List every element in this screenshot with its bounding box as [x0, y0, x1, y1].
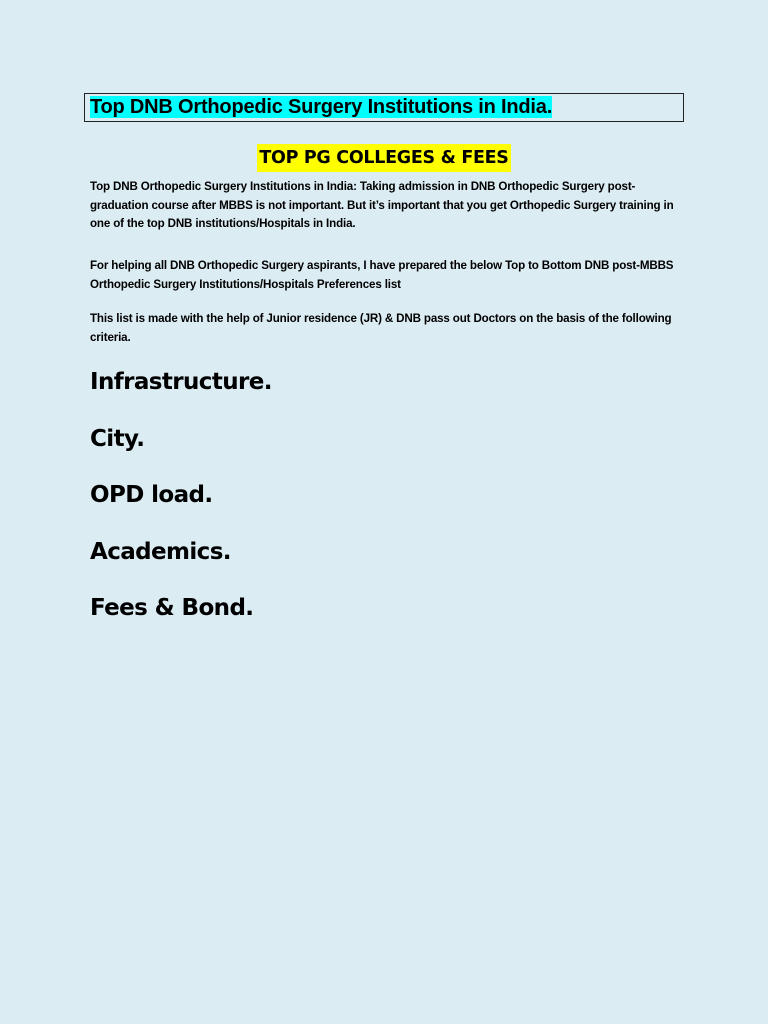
- criteria-item-academics: Academics.: [90, 538, 231, 565]
- criteria-item-infrastructure: Infrastructure.: [90, 369, 272, 395]
- subheading: TOP PG COLLEGES & FEES: [257, 144, 510, 172]
- page-title: Top DNB Orthopedic Surgery Institutions in India.: [90, 96, 553, 118]
- intro-paragraph: Top DNB Orthopedic Surgery Institutions in India: Taking admission in DNB Orthopedic Surgery post-graduation course after MBBS is not important. But it’s important that you get Orthopedic Surgery training in one of the top DNB institutions/Hospitals in India.: [90, 180, 674, 230]
- subheading-container: [0, 144, 768, 172]
- criteria-intro-paragraph: This list is made with the help of Junior residence (JR) & DNB pass out Doctors on the basis of the following criteria.: [90, 312, 672, 344]
- criteria-item-opd-load: OPD load.: [90, 482, 213, 508]
- criteria-item-fees-bond: Fees & Bond.: [90, 595, 254, 621]
- criteria-item-city: City.: [90, 425, 145, 452]
- title-box: [84, 93, 684, 122]
- aspirants-paragraph: For helping all DNB Orthopedic Surgery aspirants, I have prepared the below Top to Bottom DNB post-MBBS Orthopedic Surgery Institutions/Hospitals Preferences list: [90, 259, 674, 291]
- criteria-list: [90, 362, 272, 645]
